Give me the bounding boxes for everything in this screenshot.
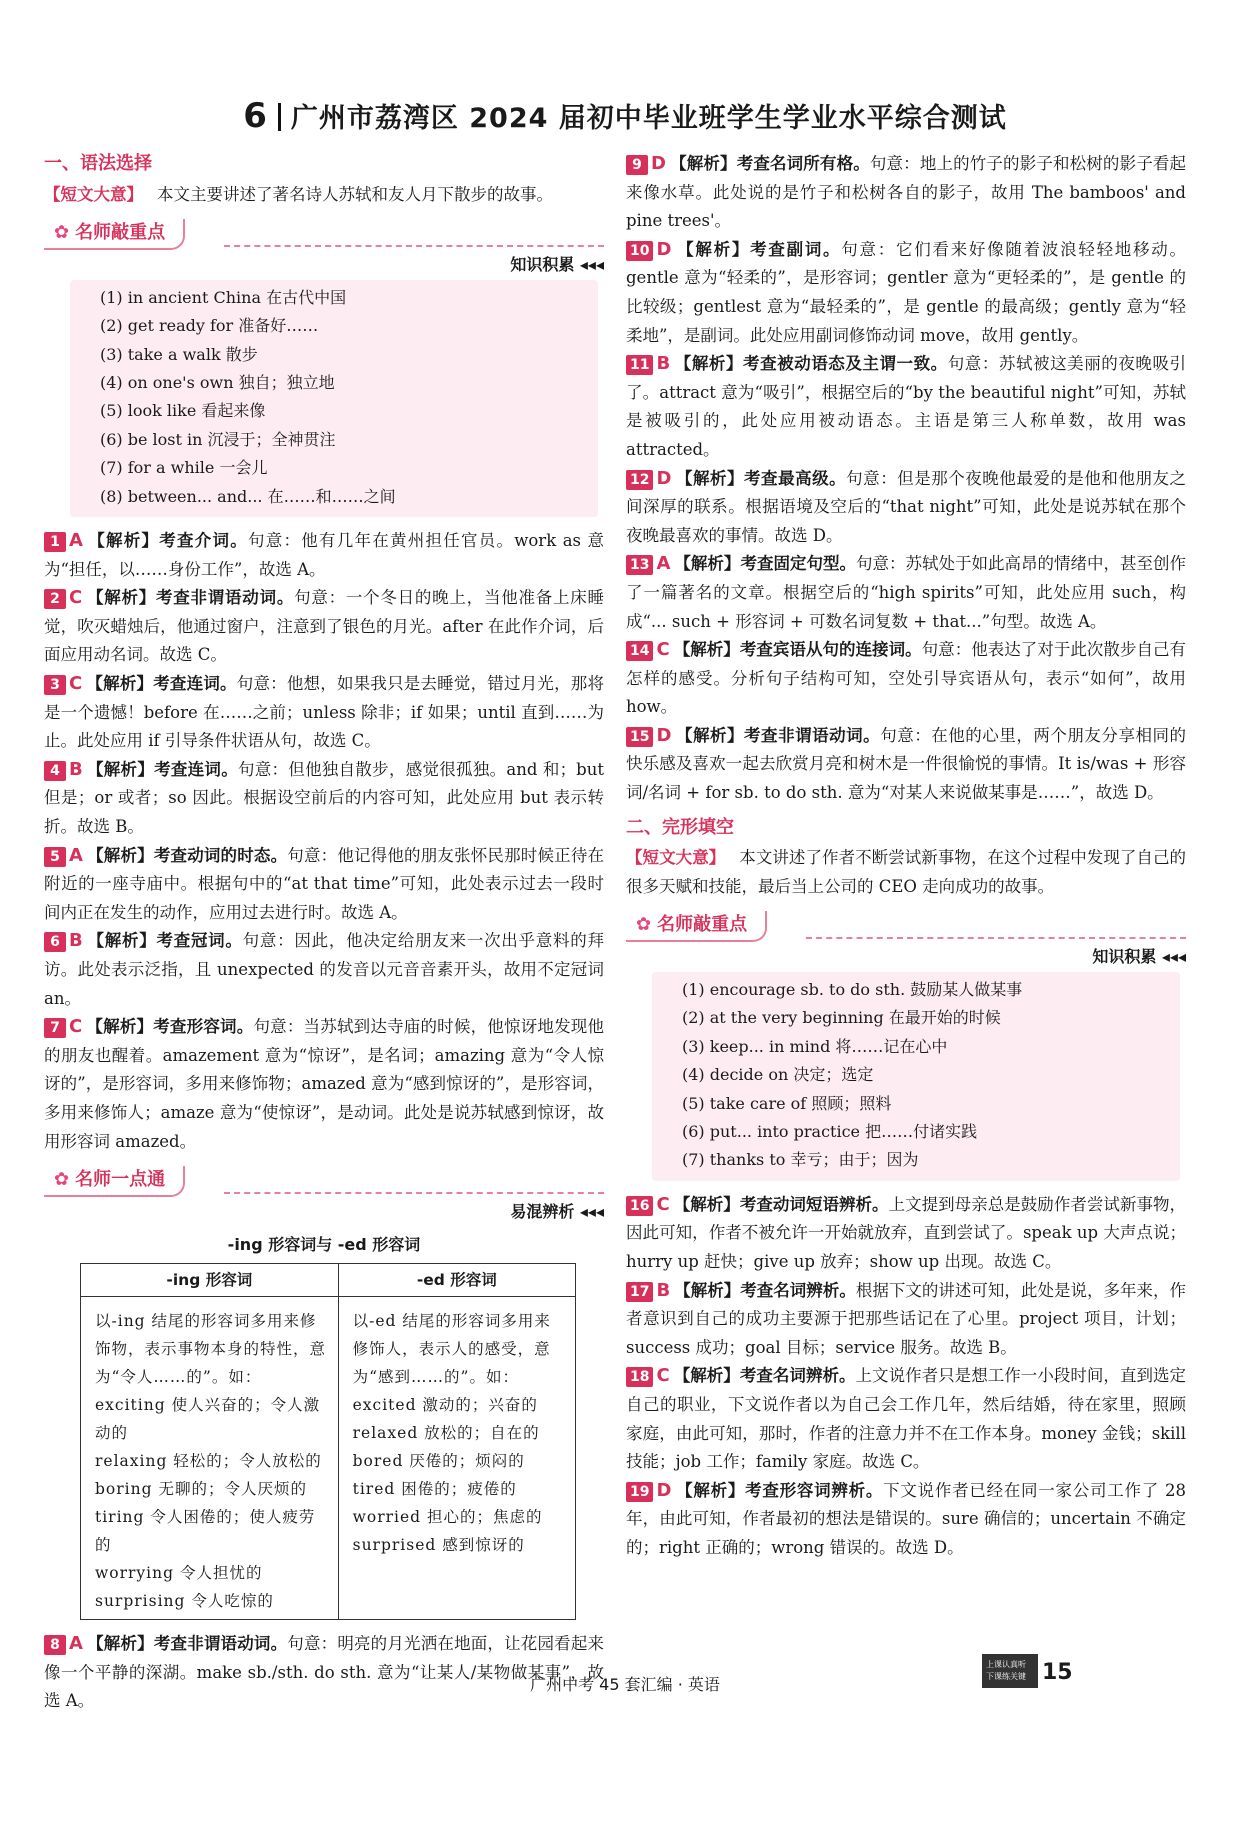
- answer-letter: C: [69, 1016, 83, 1038]
- table-cell: 以-ing 结尾的形容词多用来修饰物，表示事物本身的特性，意为“令人……的”。如： exciting 使人兴奋的；令人激动的 relaxing 轻松的；令人放松的 boring 无聊的；令人厌烦的 tiring 令人困倦的；使人疲劳的 worrying 令人担忧的 surprising 令人吃惊的: [81, 1297, 339, 1620]
- page-number: 15: [1042, 1660, 1073, 1685]
- knowledge-box-subtitle: 知识积累 ◂◂◂: [1092, 947, 1186, 967]
- knowledge-box-title: ✿ 名师敲重点: [44, 219, 185, 250]
- answer-letter: A: [69, 1633, 83, 1655]
- knowledge-item: (2) at the very beginning 在最开始的时候: [682, 1008, 1001, 1028]
- answer-item: 2 C 【解析】考查非谓语动词。句意：一个冬日的晚上，当他准备上床睡觉，吹灭蜡烛后，他通过窗户，注意到了银色的月光。after 在此作介词，后面应用动名词。故选 C。: [44, 587, 605, 665]
- answer-letter: C: [656, 1365, 670, 1387]
- flower-icon: ✿: [54, 1169, 70, 1191]
- knowledge-box-1: [44, 219, 604, 517]
- question-number: 4: [44, 761, 66, 781]
- dashed-divider: [224, 1192, 604, 1194]
- knowledge-box-title: ✿ 名师敲重点: [626, 911, 767, 942]
- knowledge-item: (4) on one's own 独自；独立地: [100, 373, 335, 392]
- answer-item: 19 D 【解析】考查形容词辨析。下文说作者已经在同一家公司工作了 28 年，由此可知，作者最初的想法是错误的。sure 确信的；uncertain 不确定的；right 正确的；wrong 错误的。故选 D。: [626, 1479, 1186, 1557]
- answer-letter: D: [651, 153, 666, 174]
- question-number: 8: [44, 1635, 66, 1655]
- answer-item: 6 B 【解析】考查冠词。句意：因此，他决定给朋友来一次出乎意料的拜访。此处表示泛指，且 unexpected 的发音以元音音素开头，故用不定冠词 an。: [44, 930, 605, 1008]
- question-number: 7: [44, 1018, 66, 1038]
- answer-item: 9 D 【解析】考查名词所有格。句意：地上的竹子的影子和松树的影子看起来像水草。此处说的是竹子和松树各自的影子，故用 The bamboos' and pine trees'。: [626, 153, 1187, 231]
- summary-tag: 【短文大意】: [44, 184, 143, 204]
- answer-item: 15 D 【解析】考查非谓语动词。句意：在他的心里，两个朋友分享相同的快乐感及喜欢一起去欣赏月亮和树木是一件很愉悦的事情。It is/was + 形容词/名词 + for sb. to do sth. 意为“对某人来说做某事是……”，故选 D。: [626, 724, 1187, 803]
- answer-item: 13 A 【解析】考查固定句型。句意：苏轼处于如此高昂的情绪中，甚至创作了一篇著名的文章。根据空后的“high spirits”可知，此处应用 such，构成“... such + 形容词 + 可数名词复数 + that...”句型。故选 A。: [626, 553, 1187, 631]
- answer-item: 8 A 【解析】考查非谓语动词。句意：明亮的月光洒在地面，让花园看起来像一个平静的深湖。make sb./sth. do sth. 意为“让某人/某物做某事”，故选 A。: [44, 1633, 605, 1711]
- answer-letter: B: [69, 930, 83, 952]
- tip-box-title: ✿ 名师一点通: [44, 1166, 185, 1197]
- answer-item: 3 C 【解析】考查连词。句意：他想，如果我只是去睡觉，错过月光，那将是一个遗憾！before 在……之前；unless 除非；if 如果；until 直到……为止。此处应用 if 引导条件状语从句，故选 C。: [44, 673, 605, 751]
- tip-box-subtitle: 易混辨析 ◂◂◂: [510, 1202, 604, 1222]
- question-number: 18: [626, 1367, 653, 1387]
- tip-box: [44, 1166, 604, 1620]
- answer-letter: D: [656, 724, 672, 746]
- knowledge-item: (3) keep... in mind 将……记在心中: [682, 1036, 948, 1056]
- left-column: [44, 150, 604, 1716]
- answer-item: 1 A 【解析】考查介词。句意：他有几年在黄州担任官员。work as 意为“担任，以……身份工作”，故选 A。: [44, 530, 604, 579]
- footer-badge: 上课认真听 下课练关键: [982, 1654, 1038, 1688]
- knowledge-box-header: [44, 219, 604, 249]
- question-number: 5: [44, 847, 66, 867]
- knowledge-item: (3) take a walk 散步: [100, 344, 258, 364]
- table-header: -ed 形容词: [338, 1264, 575, 1297]
- answer-letter: B: [656, 1279, 671, 1301]
- tip-box-header: [44, 1166, 604, 1196]
- right-column: [626, 150, 1186, 1563]
- summary-grammar: [44, 181, 604, 210]
- question-number: 17: [626, 1282, 653, 1302]
- knowledge-item: (7) for a while 一会儿: [100, 458, 268, 478]
- table-cell: 以-ed 结尾的形容词多用来修饰人，表示人的感受，意为“感到……的”。如： excited 激动的；兴奋的 relaxed 放松的；自在的 bored 厌倦的；烦闷的 tired 困倦的；疲倦的 worried 担心的；焦虑的 surprised 感到惊讶的: [338, 1297, 575, 1620]
- question-number: 1: [44, 532, 66, 552]
- knowledge-item: (4) decide on 决定；选定: [682, 1065, 874, 1085]
- knowledge-item: (2) get ready for 准备好……: [100, 316, 319, 336]
- question-number: 15: [626, 727, 653, 747]
- answer-letter: A: [69, 530, 83, 552]
- question-number: 14: [626, 641, 653, 661]
- answer-item: 10 D 【解析】考查副词。句意：它们看来好像随着波浪轻轻地移动。gentle 意为“轻柔的”，是形容词；gentler 意为“更轻柔的”，是 gentle 的比较级；gentlest 意为“最轻柔的”，是 gentle 的最高级；gently 意为“轻柔地”，是副词。此处应用副词修饰动词 move，故用 gently。: [626, 238, 1186, 345]
- answer-item: 7 C 【解析】考查形容词。句意：当苏轼到达寺庙的时候，他惊讶地发现他的朋友也醒着。amazement 意为“惊讶”，是名词；amazing 意为“令人惊讶的”，是形容词，多用来修饰物；amazed 意为“感到惊讶的”，是形容词，多用来修饰人；amaze 意为“使惊讶”，是动词。此处是说苏轼感到惊讶，故用形容词 amazed。: [44, 1016, 605, 1151]
- summary-cloze: [626, 844, 1186, 901]
- paper-number: 6: [243, 96, 268, 136]
- table-title: -ing 形容词与 -ed 形容词: [227, 1234, 421, 1254]
- knowledge-item: (8) between... and... 在……和……之间: [100, 486, 396, 506]
- knowledge-list: [652, 972, 1180, 1181]
- knowledge-box-2: [626, 911, 1186, 1180]
- answer-letter: B: [69, 758, 83, 780]
- question-number: 16: [626, 1196, 653, 1216]
- answer-item: 11 B 【解析】考查被动语态及主谓一致。句意：苏轼被这美丽的夜晚吸引了。attract 意为“吸引”，根据空后的“by the beautiful night”可知，苏轼是被吸引的，此处应用被动语态。主语是第三人称单数，故用 was attracted。: [626, 353, 1187, 459]
- answer-letter: C: [656, 1193, 670, 1215]
- paper-title: 广州市荔湾区 2024 届初中毕业班学生学业水平综合测试: [290, 103, 1007, 134]
- question-number: 19: [626, 1482, 653, 1502]
- knowledge-item: (1) in ancient China 在古代中国: [100, 287, 347, 307]
- answer-item: 4 B 【解析】考查连词。句意：但他独自散步，感觉很孤独。and 和；but 但是；or 或者；so 因此。根据设空前后的内容可知，此处应用 but 表示转折。故选 B。: [44, 758, 605, 836]
- knowledge-item: (5) take care of 照顾；照料: [682, 1093, 892, 1113]
- flower-icon: ✿: [636, 914, 652, 936]
- answer-letter: D: [656, 467, 672, 489]
- answer-letter: A: [69, 844, 83, 866]
- knowledge-box-subtitle: 知识积累 ◂◂◂: [510, 255, 604, 275]
- answer-letter: A: [656, 553, 671, 575]
- summary-text: 本文主要讲述了著名诗人苏轼和友人月下散步的故事。: [157, 184, 553, 204]
- section-heading-cloze: 二、完形填空: [626, 816, 734, 838]
- flower-icon: ✿: [54, 222, 70, 244]
- answer-item: 17 B 【解析】考查名词辨析。根据下文的讲述可知，此处是说，多年来，作者意识到自己的成功主要源于把那些话记在了心里。project 项目，计划；success 成功；goal 目标；service 服务。故选 B。: [626, 1279, 1187, 1357]
- knowledge-box-header: [626, 911, 1186, 941]
- answer-item: 16 C 【解析】考查动词短语辨析。上文提到母亲总是鼓励作者尝试新事物，因此可知，作者不被允许一开始就放弃，直到尝试了。speak up 大声点说；hurry up 赶快；give up 放弃；show up 出现。故选 C。: [626, 1193, 1187, 1272]
- answer-item: 14 C 【解析】考查宾语从句的连接词。句意：他表达了对于此次散步自己有怎样的感受。分析句子结构可知，空处引导宾语从句，表示“如何”，故用 how。: [626, 639, 1187, 717]
- knowledge-item: (6) put... into practice 把……付诸实践: [682, 1122, 978, 1142]
- table-header: -ing 形容词: [81, 1264, 339, 1297]
- answer-item: 12 D 【解析】考查最高级。句意：但是那个夜晚他最爱的是他和他朋友之间深厚的联系。根据语境及空后的“that night”可知，此处是说苏轼在那个夜晚最喜欢的事情。故选 D。: [626, 467, 1187, 545]
- question-number: 3: [44, 675, 66, 695]
- answer-letter: C: [69, 673, 83, 694]
- title-divider: [278, 103, 281, 131]
- section-heading-grammar: 一、语法选择: [44, 153, 152, 174]
- page-title: [0, 96, 1250, 136]
- summary-tag: 【短文大意】: [626, 848, 726, 868]
- question-number: 2: [44, 589, 66, 609]
- answer-letter: D: [656, 238, 672, 260]
- answer-letter: D: [656, 1479, 672, 1501]
- answer-item: 5 A 【解析】考查动词的时态。句意：他记得他的朋友张怀民那时候正待在附近的一座寺庙中。根据句中的“at that time”可知，此处表示过去一段时间内正在发生的动作，应用过去进行时。故选 A。: [44, 844, 605, 922]
- dashed-divider: [806, 937, 1186, 939]
- answer-letter: B: [656, 353, 671, 375]
- answer-letter: C: [69, 587, 83, 609]
- question-number: 6: [44, 932, 66, 952]
- knowledge-item: (6) be lost in 沉浸于；全神贯注: [100, 429, 336, 449]
- knowledge-item: (1) encourage sb. to do sth. 鼓励某人做某事: [682, 980, 1023, 1000]
- question-number: 11: [626, 355, 653, 375]
- dashed-divider: [224, 245, 604, 247]
- question-number: 12: [626, 470, 653, 490]
- question-number: 13: [626, 555, 653, 575]
- page-footer: 广州中考 45 套汇编 · 英语: [530, 1675, 720, 1694]
- knowledge-list: [70, 280, 598, 517]
- question-number: 10: [626, 241, 653, 261]
- knowledge-item: (5) look like 看起来像: [100, 401, 266, 421]
- comparison-table: [80, 1263, 576, 1620]
- knowledge-item: (7) thanks to 幸亏；由于；因为: [682, 1150, 919, 1170]
- answer-letter: C: [656, 639, 670, 661]
- question-number: 9: [626, 155, 648, 175]
- summary-text: 本文讲述了作者不断尝试新事物，在这个过程中发现了自己的很多天赋和技能，最后当上公司的 CEO 走向成功的故事。: [626, 848, 1186, 896]
- answer-item: 18 C 【解析】考查名词辨析。上文说作者只是想工作一小段时间，直到选定自己的职业，下文说作者以为自己会工作几年，然后结婚，待在家里，照顾家庭，由此可知，那时，作者的注意力并不在工作本身。money 金钱；skill 技能；job 工作；family 家庭。故选 C。: [626, 1365, 1187, 1472]
